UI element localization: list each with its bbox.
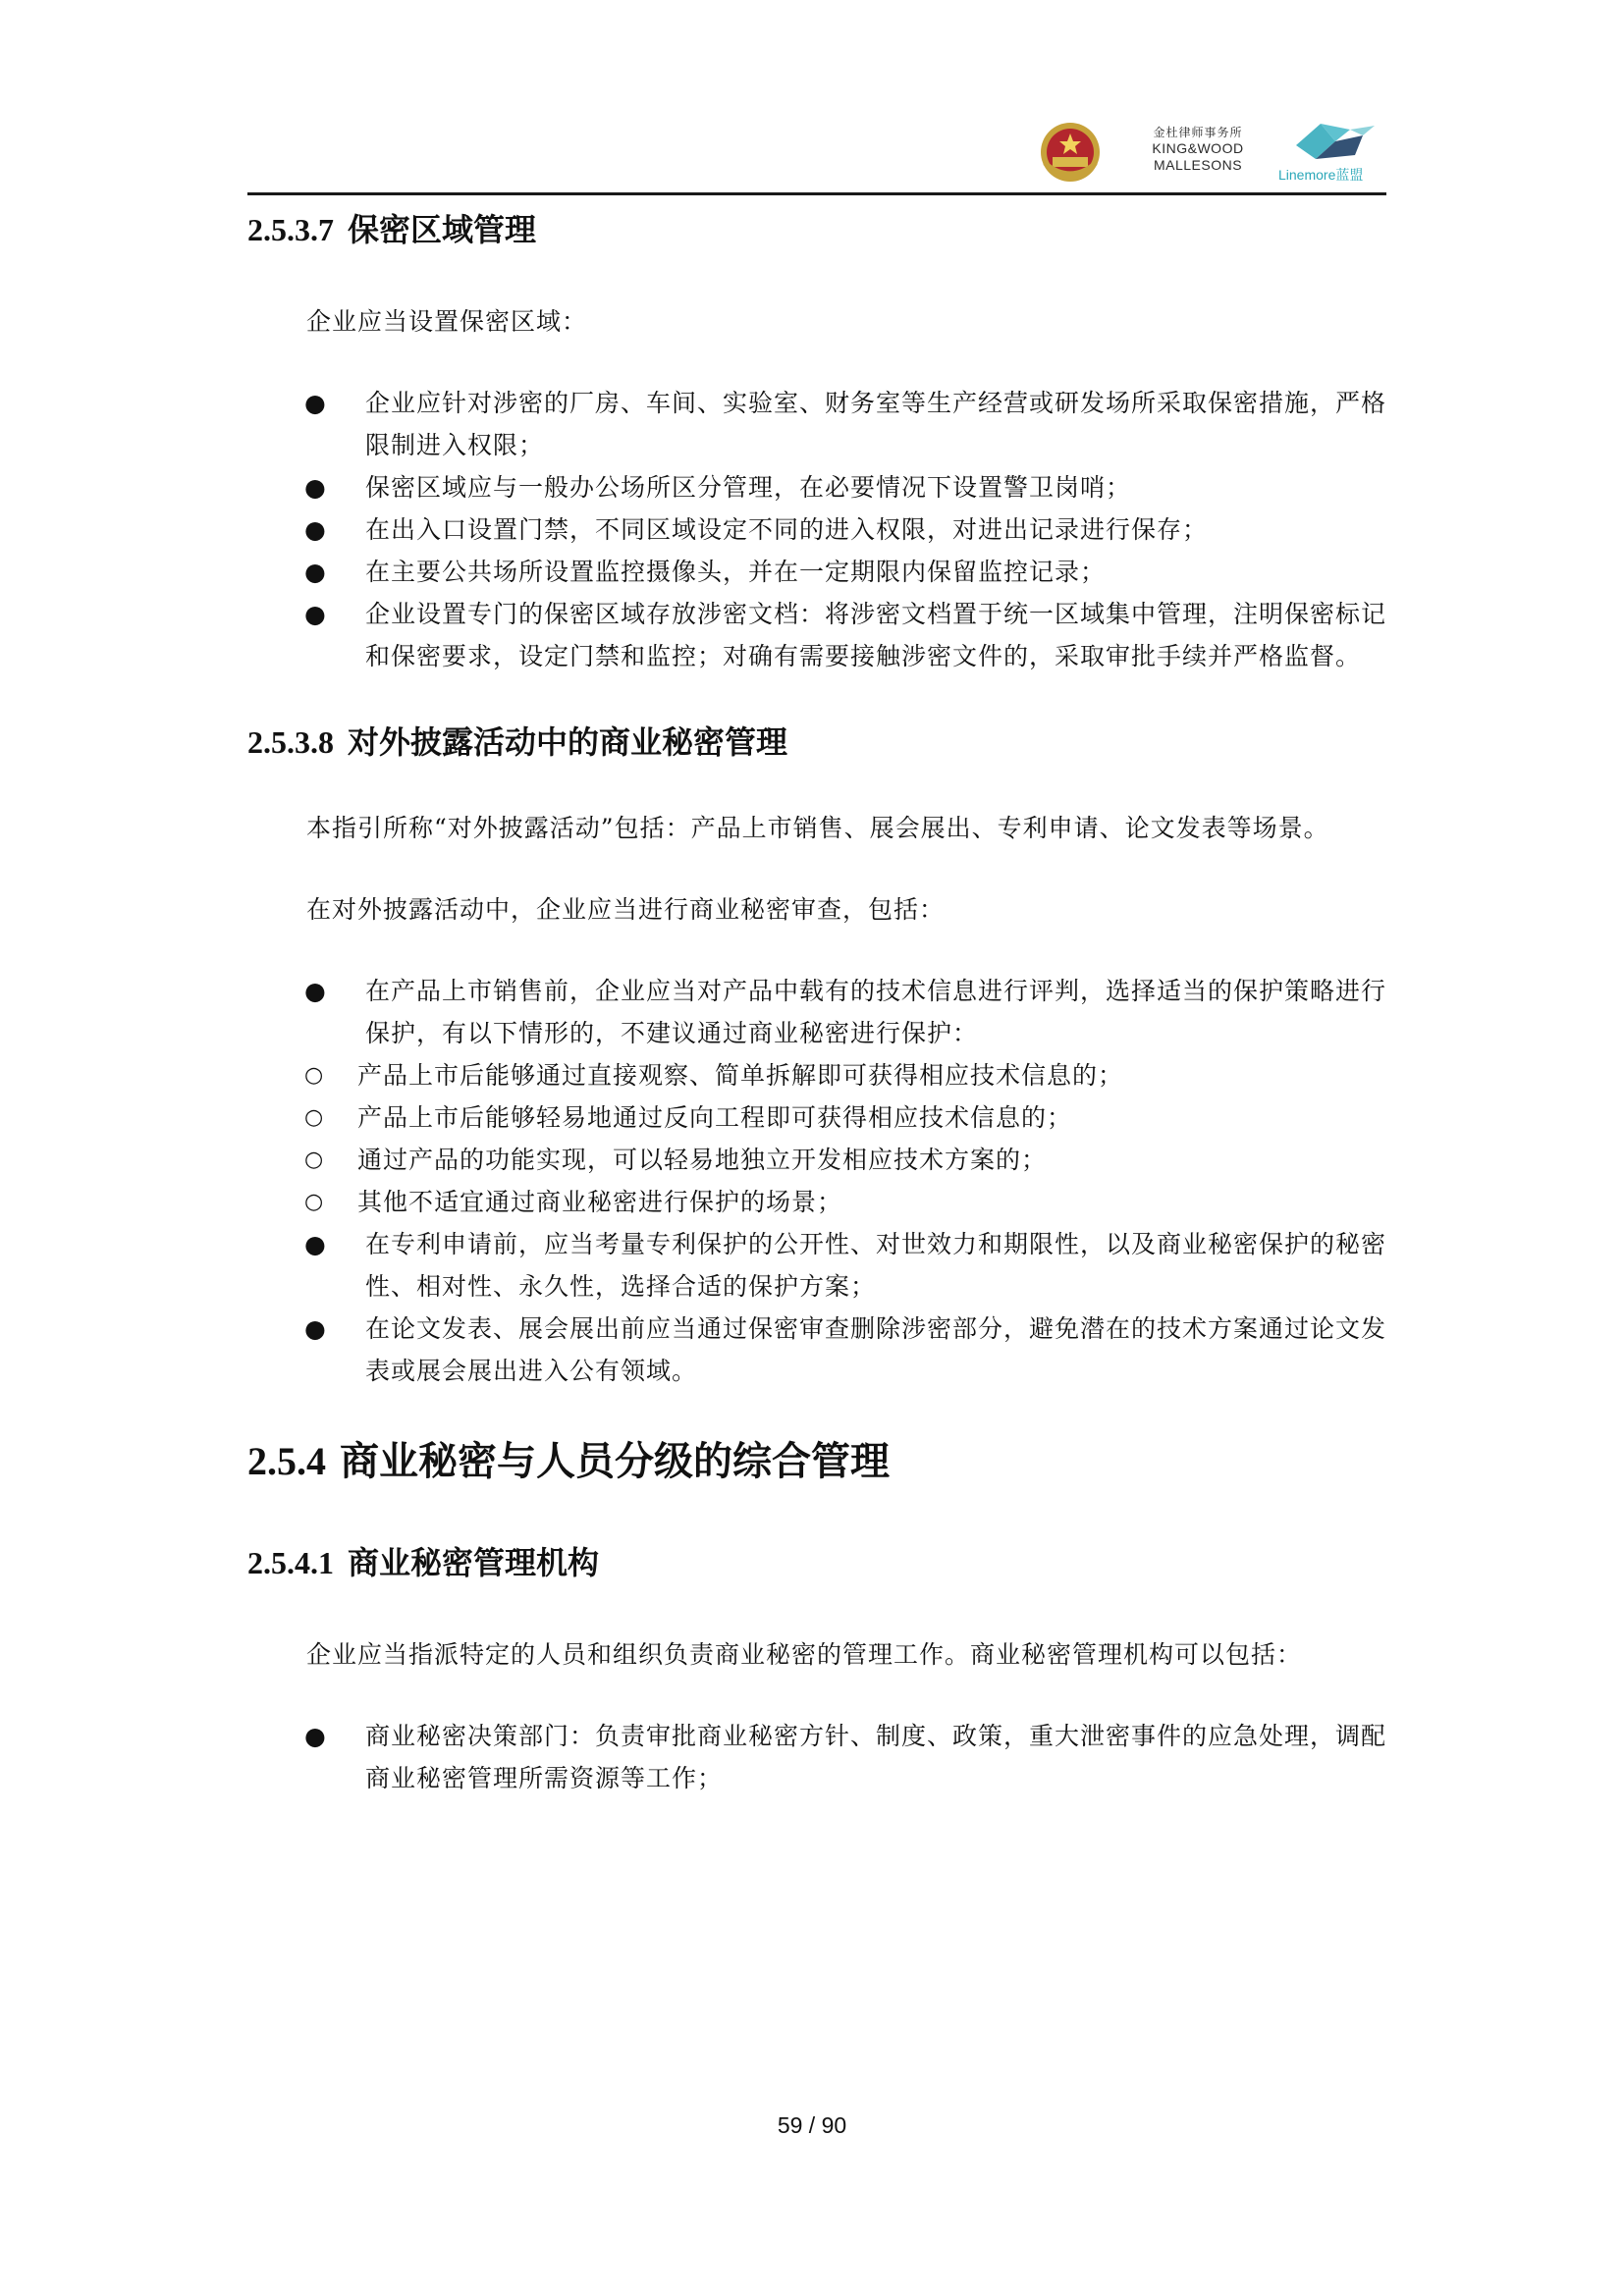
heading-title: 商业秘密与人员分级的综合管理 <box>340 1438 890 1484</box>
list-item: ● 企业设置专门的保密区域存放涉密文档：将涉密文档置于统一区域集中管理，注明保密标记和保密要求，设定门禁和监控；对确有需要接触涉密文件的，采取审批手续并严格监督。 <box>247 593 1386 677</box>
bullet-marker: ● <box>304 558 327 586</box>
circle-marker: ○ <box>304 1190 325 1214</box>
list-item: ● 商业秘密决策部门：负责审批商业秘密方针、制度、政策，重大泄密事件的应急处理，调配商业秘密管理所需资源等工作； <box>247 1715 1386 1799</box>
document-body <box>247 208 1386 1799</box>
heading-2538 <box>247 721 1386 764</box>
list-item: ● 在主要公共场所设置监控摄像头，并在一定期限内保留监控记录； <box>247 551 1386 593</box>
page-number: 59 / 90 <box>777 2112 847 2138</box>
list-item: ● 在专利申请前，应当考量专利保护的公开性、对世效力和期限性，以及商业秘密保护的秘密性、相对性、永久性，选择合适的保护方案； <box>247 1223 1386 1308</box>
sub-list-item: ○ 通过产品的功能实现，可以轻易地独立开发相应技术方案的； <box>247 1139 1386 1181</box>
circle-marker: ○ <box>304 1105 325 1130</box>
heading-title: 商业秘密管理机构 <box>348 1544 600 1581</box>
bullet-list <box>247 1715 1386 1799</box>
circle-marker: ○ <box>304 1063 325 1088</box>
linemore-mark-icon <box>1276 116 1384 165</box>
circle-marker: ○ <box>304 1148 325 1172</box>
heading-number: 2.5.3.8 <box>247 724 334 760</box>
bullet-marker: ● <box>304 1722 327 1750</box>
page-header <box>247 108 1386 196</box>
heading-2537 <box>247 208 1386 251</box>
linemore-logo-text: Linemore蓝盟 <box>1278 167 1364 183</box>
paragraph: 在对外披露活动中，企业应当进行商业秘密审查，包括： <box>306 895 946 924</box>
bullet-marker: ● <box>304 977 327 1005</box>
sub-list-item: ○ 其他不适宜通过商业秘密进行保护的场景； <box>247 1181 1386 1223</box>
heading-title: 对外披露活动中的商业秘密管理 <box>348 723 788 761</box>
header-divider <box>247 192 1386 195</box>
kwm-logo-en-line2: MALLESONS <box>1153 157 1243 173</box>
bullet-marker: ● <box>304 473 327 502</box>
bullet-marker: ● <box>304 389 327 417</box>
heading-number: 2.5.4.1 <box>247 1545 334 1580</box>
national-emblem-icon <box>1039 120 1102 185</box>
kwm-logo <box>1124 126 1272 174</box>
list-item: ● 企业应针对涉密的厂房、车间、实验室、财务室等生产经营或研发场所采取保密措施，严格限制进入权限； <box>247 382 1386 466</box>
kwm-logo-en-line1: KING&WOOD <box>1152 140 1244 156</box>
heading-254 <box>247 1435 1386 1488</box>
bullet-marker: ● <box>304 1230 327 1258</box>
list-item: ● 在出入口设置门禁，不同区域设定不同的进入权限，对进出记录进行保存； <box>247 508 1386 551</box>
kwm-logo-cn: 金杜律师事务所 <box>1153 126 1243 139</box>
paragraph: 本指引所称“对外披露活动”包括：产品上市销售、展会展出、专利申请、论文发表等场景。 <box>306 814 1329 842</box>
heading-number: 2.5.3.7 <box>247 212 334 247</box>
bullet-marker: ● <box>304 600 327 628</box>
heading-title: 保密区域管理 <box>348 211 537 248</box>
heading-2541 <box>247 1541 1386 1584</box>
bullet-list <box>247 970 1386 1392</box>
paragraph: 企业应当指派特定的人员和组织负责商业秘密的管理工作。商业秘密管理机构可以包括： <box>306 1640 1303 1669</box>
bullet-list <box>247 382 1386 677</box>
list-item: ● 保密区域应与一般办公场所区分管理，在必要情况下设置警卫岗哨； <box>247 466 1386 508</box>
sub-list-item: ○ 产品上市后能够轻易地通过反向工程即可获得相应技术信息的； <box>247 1096 1386 1139</box>
list-item: ● 在产品上市销售前，企业应当对产品中载有的技术信息进行评判，选择适当的保护策略进行保护，有以下情形的，不建议通过商业秘密进行保护： <box>247 970 1386 1054</box>
heading-number: 2.5.4 <box>247 1439 326 1483</box>
bullet-marker: ● <box>304 1314 327 1343</box>
list-item: ● 在论文发表、展会展出前应当通过保密审查删除涉密部分，避免潜在的技术方案通过论文发表或展会展出进入公有领域。 <box>247 1308 1386 1392</box>
linemore-logo <box>1276 116 1384 192</box>
paragraph: 企业应当设置保密区域： <box>306 307 588 336</box>
bullet-marker: ● <box>304 515 327 544</box>
sub-list-item: ○ 产品上市后能够通过直接观察、简单拆解即可获得相应技术信息的； <box>247 1054 1386 1096</box>
